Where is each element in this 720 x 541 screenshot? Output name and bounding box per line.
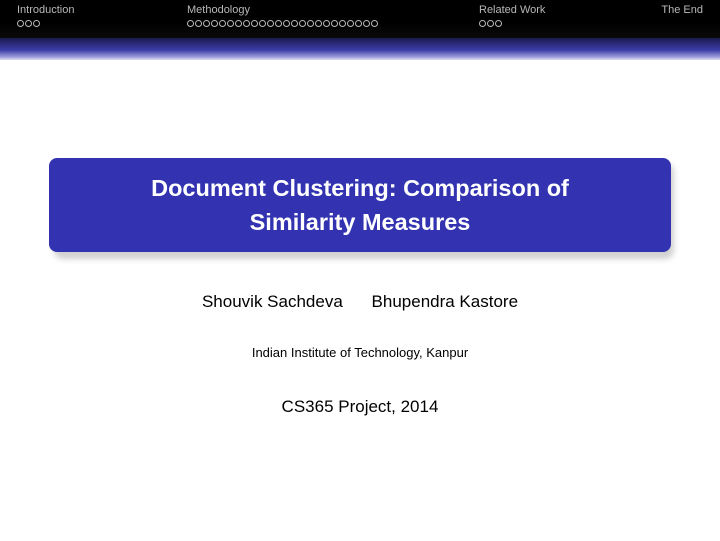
nav-link-the-end[interactable]: The End: [661, 4, 703, 16]
nav-frame-dot[interactable]: [267, 20, 274, 27]
nav-dots-introduction: [17, 19, 74, 27]
header-gradient: [0, 38, 720, 60]
nav-frame-dot[interactable]: [339, 20, 346, 27]
nav-link-methodology[interactable]: Methodology: [187, 4, 250, 16]
nav-link-introduction[interactable]: Introduction: [17, 4, 75, 16]
nav-frame-dot[interactable]: [251, 20, 258, 27]
nav-frame-dot[interactable]: [259, 20, 266, 27]
nav-frame-dot[interactable]: [315, 20, 322, 27]
nav-dots-related-work: [479, 19, 545, 27]
nav-frame-dot[interactable]: [17, 20, 24, 27]
nav-frame-dot[interactable]: [371, 20, 378, 27]
nav-frame-dot[interactable]: [219, 20, 226, 27]
nav-frame-dot[interactable]: [331, 20, 338, 27]
nav-frame-dot[interactable]: [25, 20, 32, 27]
nav-frame-dot[interactable]: [33, 20, 40, 27]
nav-frame-dot[interactable]: [355, 20, 362, 27]
nav-frame-dot[interactable]: [487, 20, 494, 27]
nav-frame-dot[interactable]: [275, 20, 282, 27]
nav-frame-dot[interactable]: [243, 20, 250, 27]
title-box: [49, 158, 671, 252]
nav-frame-dot[interactable]: [307, 20, 314, 27]
nav-link-related-work[interactable]: Related Work: [479, 4, 546, 16]
nav-frame-dot[interactable]: [227, 20, 234, 27]
slide-title-line-1: Document Clustering: Comparison of: [151, 175, 569, 201]
nav-frame-dot[interactable]: [347, 20, 354, 27]
author-name: Bhupendra Kastore: [371, 292, 519, 311]
nav-frame-dot[interactable]: [363, 20, 370, 27]
nav-frame-dot[interactable]: [299, 20, 306, 27]
project-date: CS365 Project, 2014: [281, 397, 439, 416]
nav-section-the-end: [661, 4, 703, 16]
nav-frame-dot[interactable]: [187, 20, 194, 27]
slide-title-line-2: Similarity Measures: [249, 209, 471, 235]
slide-title: [80, 171, 640, 239]
nav-frame-dot[interactable]: [283, 20, 290, 27]
author-name: Shouvik Sachdeva: [201, 292, 343, 311]
institute: Indian Institute of Technology, Kanpur: [251, 345, 469, 360]
nav-section-methodology: [187, 4, 378, 27]
nav-frame-dot[interactable]: [479, 20, 486, 27]
nav-frame-dot[interactable]: [235, 20, 242, 27]
nav-frame-dot[interactable]: [323, 20, 330, 27]
nav-frame-dot[interactable]: [291, 20, 298, 27]
navigation-bar: [0, 0, 720, 38]
authors: [0, 291, 720, 313]
nav-frame-dot[interactable]: [203, 20, 210, 27]
nav-frame-dot[interactable]: [211, 20, 218, 27]
nav-frame-dot[interactable]: [495, 20, 502, 27]
nav-frame-dot[interactable]: [195, 20, 202, 27]
nav-section-introduction: [17, 4, 74, 27]
nav-dots-methodology: [187, 19, 378, 27]
nav-section-related-work: [479, 4, 545, 27]
